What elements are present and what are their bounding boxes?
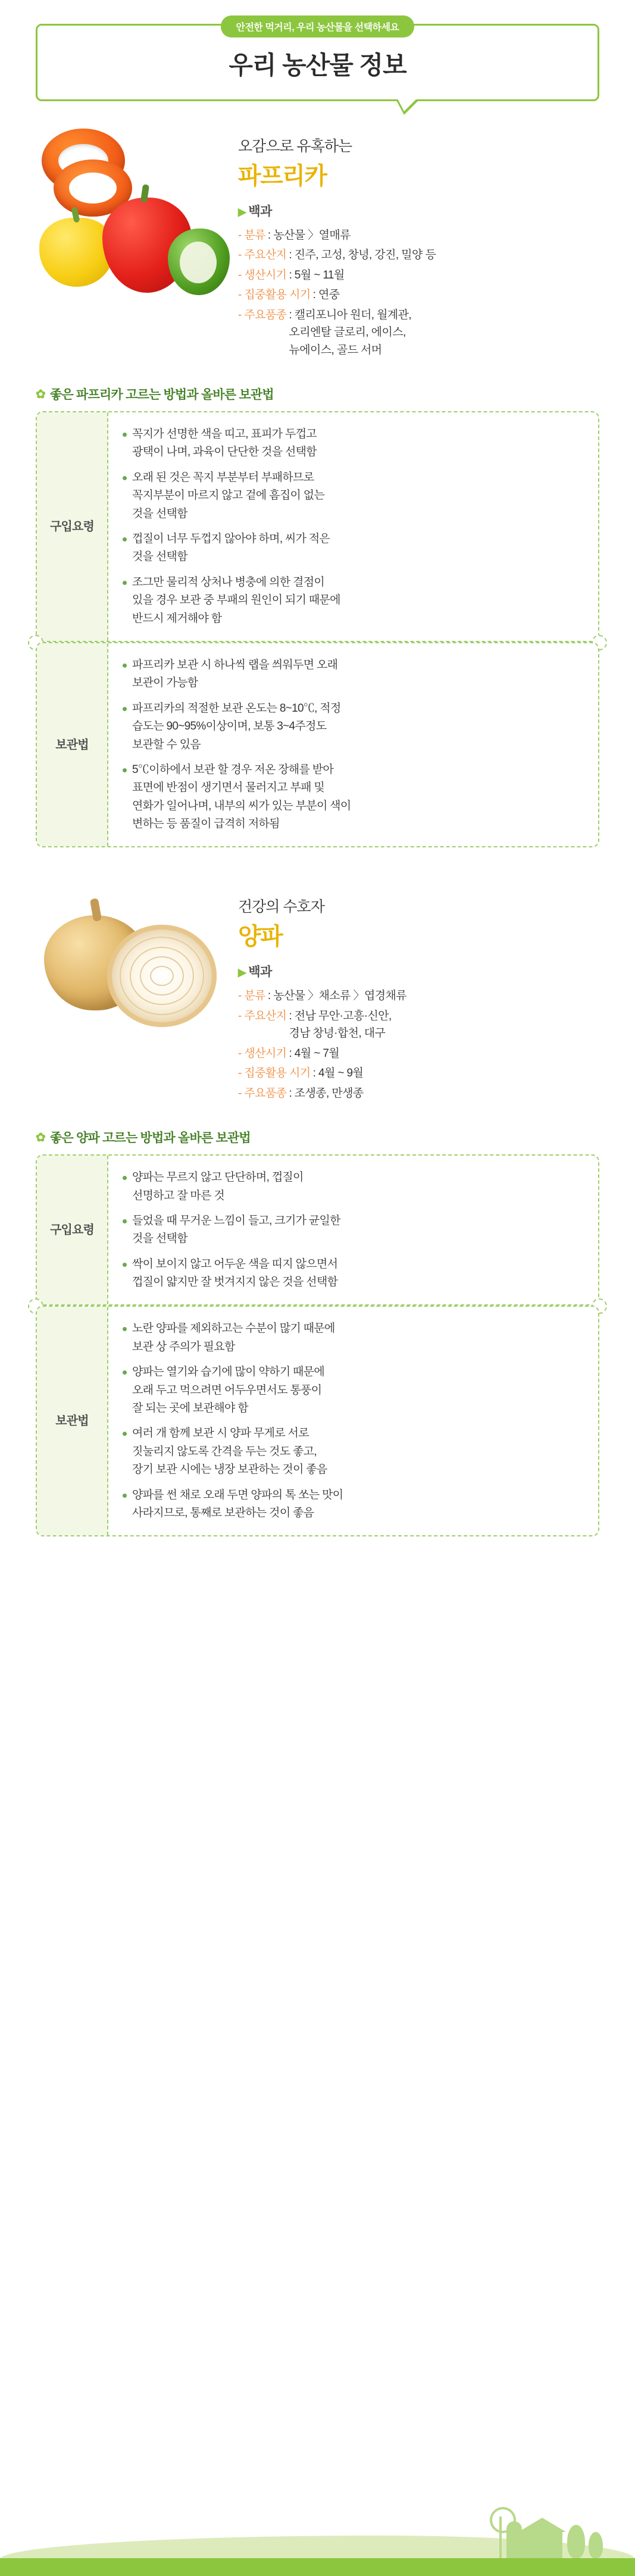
key-line-1: 구입 xyxy=(49,1223,72,1237)
page-footer xyxy=(0,2487,635,2576)
spec-row: - 주요품종 : 조생종, 만생종 xyxy=(238,1085,599,1102)
spec-row: - 주요산지 : 전남 무안·고흥·신안, 경남 창녕·합천, 대구 xyxy=(238,1007,599,1043)
tree-small-icon xyxy=(589,2532,603,2558)
key-line-2: 요령 xyxy=(72,1223,95,1237)
key-line-1: 구입 xyxy=(49,520,72,534)
paprika-illustration xyxy=(36,129,232,307)
paprika-spec-list xyxy=(238,227,599,359)
list-item: 노란 양파를 제외하고는 수분이 많기 때문에 보관 상 주의가 필요함 xyxy=(123,1320,583,1356)
key-line-2: 요령 xyxy=(72,520,95,534)
list-item: 껍질이 너무 두껍지 않아야 하며, 씨가 적은 것을 선택함 xyxy=(123,530,583,566)
paprika-section-title-text: 좋은 파프리카 고르는 방법과 올바른 보관법 xyxy=(49,388,274,402)
onion-purchase-key xyxy=(37,1156,108,1304)
onion-family xyxy=(238,962,599,980)
onion-storage-key xyxy=(37,1307,108,1535)
list-item: 여러 개 함께 보관 시 양파 무게로 서로 짓눌리지 않도록 간격을 두는 것도 좋고, 장기 보관 시에는 냉장 보관하는 것이 좋음 xyxy=(123,1425,583,1479)
onion-purchase-table xyxy=(36,1154,599,1306)
paprika-family-label: 백과 xyxy=(248,205,272,218)
spec-row: - 집중활용 시기 : 연중 xyxy=(238,286,599,303)
onion-family-label: 백과 xyxy=(248,965,272,979)
footer-green-band xyxy=(0,2558,635,2576)
onion-name: 양파 xyxy=(238,924,283,950)
paprika-storage-value xyxy=(108,643,598,847)
list-item: 꼭지가 선명한 색을 띠고, 표피가 두껍고 광택이 나며, 과육이 단단한 것을 선택함 xyxy=(123,425,583,462)
list-item: 양파를 썬 채로 오래 두면 양파의 톡 쏘는 맛이 사라지므로, 통째로 보관하는 것이 좋음 xyxy=(123,1486,583,1523)
page-title: 우리 농산물 정보 xyxy=(229,51,406,79)
paprika-photo xyxy=(36,129,232,307)
list-item: 파프리카의 적절한 보관 온도는 8~10℃, 적정 습도는 90~95%이상이며, 보통 3~4주정도 보관할 수 있음 xyxy=(123,700,583,754)
title-speech-bubble xyxy=(36,24,599,101)
spec-row: - 주요품종 : 캘리포니아 원더, 월계관, 오리엔탈 글로리, 에이스, 뉴에이스, 골드 서머 xyxy=(238,306,599,359)
onion-purchase-value xyxy=(108,1156,598,1304)
paprika-purchase-key xyxy=(37,412,108,641)
onion-section-title xyxy=(36,1128,599,1146)
paprika-info xyxy=(232,129,599,361)
triangle-icon: ▶ xyxy=(238,206,246,218)
spec-row: - 생산시기 : 4월 ~ 7월 xyxy=(238,1045,599,1062)
paprika-name: 파프리카 xyxy=(238,163,327,189)
list-item: 조그만 물리적 상처나 병충에 의한 결점이 있을 경우 보관 중 부패의 원인이 되기 때문에 반드시 제거해야 함 xyxy=(123,574,583,628)
onion-storage-value xyxy=(108,1307,598,1535)
list-item: 들었을 때 무거운 느낌이 들고, 크기가 균일한 것을 선택함 xyxy=(123,1212,583,1248)
paprika-family xyxy=(238,202,599,220)
onion-photo xyxy=(36,889,232,1068)
list-item: 양파는 무르지 않고 단단하며, 껍질이 선명하고 잘 마른 것 xyxy=(123,1169,583,1205)
paprika-storage-key xyxy=(37,643,108,847)
paprika-storage-table xyxy=(36,642,599,848)
onion-storage-table xyxy=(36,1306,599,1536)
header-ribbon: 안전한 먹거리, 우리 농산물을 선택하세요 xyxy=(221,15,415,37)
flower-icon: ✿ xyxy=(36,1131,45,1144)
key-line-1: 보관법 xyxy=(55,738,89,752)
triangle-icon: ▶ xyxy=(238,966,246,979)
green-paprika-icon xyxy=(168,229,230,295)
barn-icon xyxy=(522,2531,562,2558)
paprika-purchase-value xyxy=(108,412,598,641)
spec-row: - 집중활용 시기 : 4월 ~ 9월 xyxy=(238,1065,599,1082)
half-onion-icon xyxy=(107,925,217,1027)
flower-icon: ✿ xyxy=(36,387,45,401)
list-item: 양파는 열기와 습기에 많이 약하기 때문에 오래 두고 먹으려면 어두우면서도 통풍이 잘 되는 곳에 보관해야 함 xyxy=(123,1363,583,1417)
onion-spec-list xyxy=(238,987,599,1102)
page-header xyxy=(0,0,635,101)
list-item: 5℃이하에서 보관 할 경우 저온 장해를 받아 표면에 반점이 생기면서 물러지고 부패 및 연화가 일어나며, 내부의 씨가 있는 부분이 색이 변하는 등 품질이 급격히 저하됨 xyxy=(123,761,583,834)
list-item: 싹이 보이지 않고 어두운 색을 띠지 않으면서 껍질이 얇지만 잘 벗겨지지 않은 것을 선택함 xyxy=(123,1256,583,1292)
paprika-section-title xyxy=(36,385,599,403)
onion-info xyxy=(232,889,599,1104)
list-item: 파프리카 보관 시 하나씩 랩을 씌워두면 오래 보관이 가능함 xyxy=(123,656,583,693)
paprika-lead: 오감으로 유혹하는 xyxy=(238,138,352,155)
spec-row: - 분류 : 농산물 〉열매류 xyxy=(238,227,599,244)
onion-section-title-text: 좋은 양파 고르는 방법과 올바른 보관법 xyxy=(49,1131,251,1145)
product-block-onion xyxy=(0,847,635,1104)
paprika-purchase-table xyxy=(36,411,599,642)
key-line-1: 보관법 xyxy=(55,1414,89,1428)
windmill-icon xyxy=(499,2516,502,2558)
onion-ring-4 xyxy=(150,966,174,986)
spec-row: - 분류 : 농산물 〉채소류 〉엽경채류 xyxy=(238,987,599,1004)
onion-lead: 건강의 수호자 xyxy=(238,899,324,916)
spec-row: - 주요산지 : 진주, 고성, 창녕, 강진, 밀양 등 xyxy=(238,246,599,264)
spec-row: - 생산시기 : 5월 ~ 11월 xyxy=(238,267,599,284)
product-block-paprika xyxy=(0,101,635,361)
tree-icon xyxy=(567,2525,585,2558)
farm-illustration xyxy=(487,2507,606,2558)
onion-illustration xyxy=(36,889,232,1068)
list-item: 오래 된 것은 꼭지 부분부터 부패하므로 꼭지부분이 마르지 않고 겉에 흠집이 없는 것을 선택함 xyxy=(123,469,583,523)
